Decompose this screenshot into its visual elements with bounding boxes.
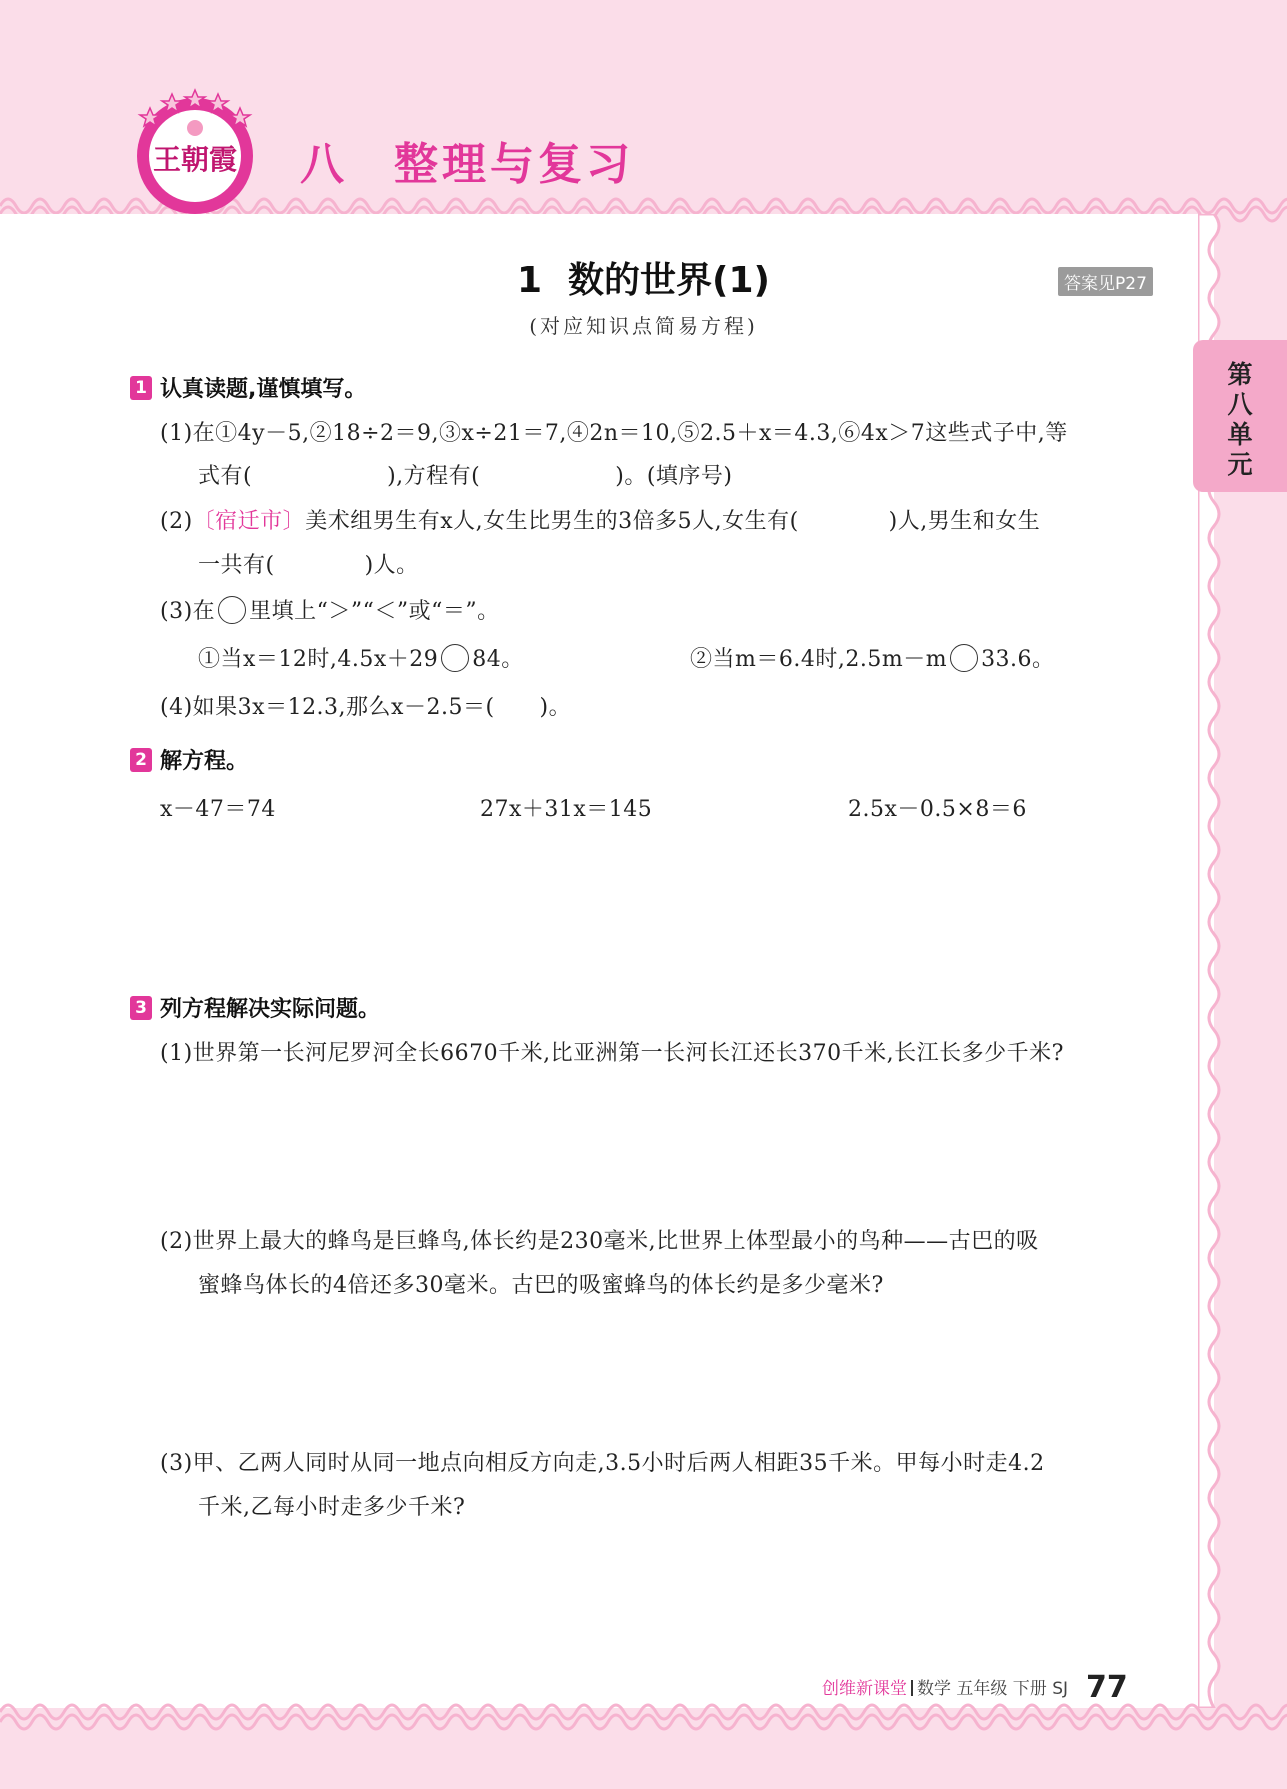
q3-1-line: (1)世界第一长河尼罗河全长6670千米,比亚洲第一长河长江还长370千米,长江长多少千米?: [160, 1041, 1064, 1066]
q1-3-text-a: (3)在: [160, 599, 216, 624]
unit-title: [300, 128, 634, 192]
section-3-heading: [130, 992, 380, 1023]
bottom-wave-border: [0, 1700, 1287, 1736]
q3-2-line2: 蜜蜂鸟体长的4倍还多30毫米。古巴的吸蜜蜂鸟的体长约是多少毫米?: [198, 1273, 884, 1298]
page-number: 77: [1086, 1670, 1128, 1705]
q1-3-text-b: 里填上“＞”“＜”或“＝”。: [249, 599, 500, 624]
unit-title-text: 整理与复习: [394, 139, 634, 190]
q3-3-line1: (3)甲、乙两人同时从同一地点向相反方向走,3.5小时后两人相距35千米。甲每小时走4.2: [160, 1451, 1045, 1476]
section-2-heading: [130, 744, 248, 775]
region-tag: 〔宿迁市〕: [192, 509, 306, 534]
page-footer: [822, 1670, 1128, 1705]
equation: 27x＋31x＝145: [480, 797, 653, 822]
section-title: 解方程。: [160, 749, 249, 774]
q1-2-text: 美术组男生有x人,女生比男生的3倍多5人,女生有( )人,男生和女生: [305, 509, 1041, 534]
q1-3-item2-value: 33.6。: [981, 647, 1055, 672]
equation: x－47＝74: [160, 797, 276, 822]
section-badge: 3: [130, 996, 152, 1020]
lesson-title-text: 数的世界(1): [568, 260, 771, 301]
unit-number: 八: [300, 139, 348, 190]
lesson-number: 1: [516, 260, 543, 301]
section-title: 列方程解决实际问题。: [160, 997, 381, 1022]
q1-3-line: [160, 594, 500, 625]
equation: 2.5x－0.5×8＝6: [848, 797, 1027, 822]
q1-1-line2: 式有( ),方程有( )。(填序号): [198, 464, 733, 489]
q1-3-item1-text: ①当x＝12时,4.5x＋29: [198, 647, 439, 672]
footer-info: 数学 五年级 下册 SJ: [917, 1679, 1069, 1699]
footer-brand: 创维新课堂: [822, 1679, 907, 1699]
q1-1-line1: (1)在①4y－5,②18÷2＝9,③x÷21＝7,④2n＝10,⑤2.5＋x＝4.3,⑥4x＞7这些式子中,等: [160, 421, 1068, 446]
section-badge: 2: [130, 748, 152, 772]
footer-separator: [911, 1680, 913, 1696]
q1-3-item2-text: ②当m＝6.4时,2.5m－m: [690, 647, 948, 672]
q1-4-line: (4)如果3x＝12.3,那么x－2.5＝( )。: [160, 695, 572, 720]
section-badge: 1: [130, 376, 152, 400]
unit-side-tab: [1193, 340, 1287, 492]
section-title: 认真读题,谨慎填写。: [160, 377, 367, 402]
logo-text: 王朝霞: [152, 143, 238, 176]
q3-3-line2: 千米,乙每小时走多少千米?: [198, 1495, 466, 1520]
answer-reference: 答案见P27: [1058, 267, 1153, 296]
blank-circle[interactable]: [441, 644, 469, 672]
blank-circle[interactable]: [950, 644, 978, 672]
blank-circle[interactable]: [218, 596, 246, 624]
q1-2-prefix: (2): [160, 509, 193, 534]
q1-3-item1: [198, 642, 524, 673]
q1-3-item2: [690, 642, 1055, 673]
q1-2-line2: 一共有( )人。: [198, 553, 419, 578]
q1-2-line1: [160, 504, 1040, 535]
q3-2-line1: (2)世界上最大的蜂鸟是巨蜂鸟,体长约是230毫米,比世界上体型最小的鸟种——古巴的吸: [160, 1229, 1039, 1254]
lesson-subtitle: (对应知识点简易方程): [529, 314, 758, 338]
brand-logo: [130, 88, 260, 218]
q1-3-item1-value: 84。: [472, 647, 524, 672]
section-1-heading: [130, 372, 366, 403]
side-tab-label: 第八单元: [1227, 360, 1253, 479]
